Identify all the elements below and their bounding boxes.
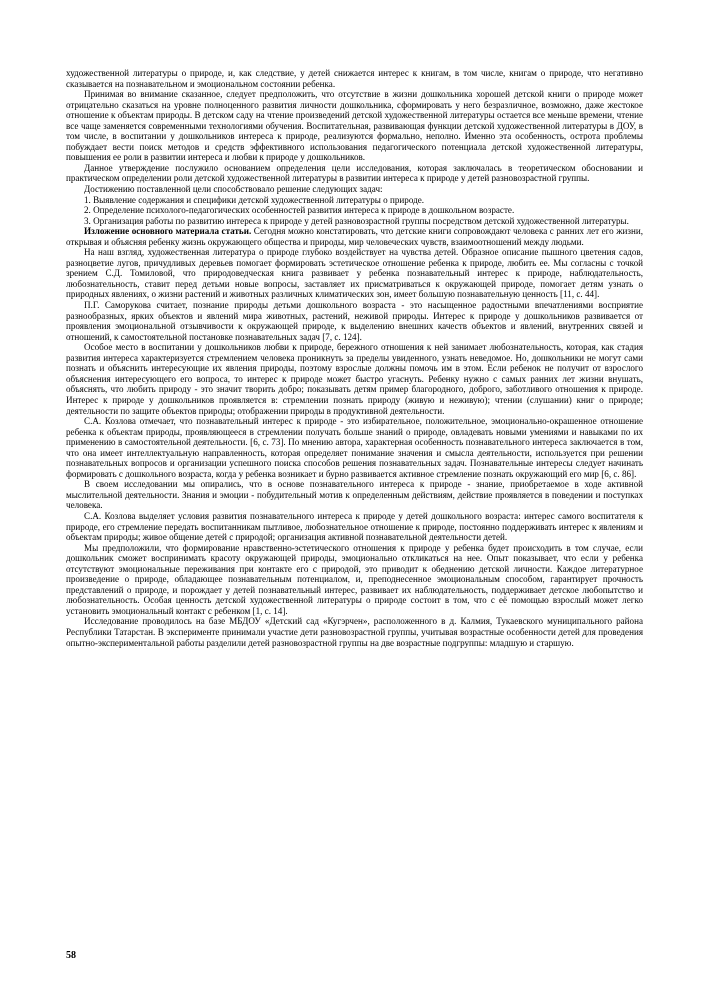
task-item: 3. Организация работы по развитию интереса к природе у детей разновозрастной группы посредством детской художественной литературы. [84, 215, 629, 226]
paragraph: С.А. Козлова выделяет условия развития познавательного интереса к природе у детей дошкольного возраста: интерес самого воспитателя к природе, его стремление передать воспитанникам пытливое, любознательное отношение к природе, постоянно поддерживать интерес к явлениям и объектам природы; живое общение детей с природой; организация активной познавательной деятельности детей. [66, 510, 643, 543]
task-item: 1. Выявление содержания и специфики детской художественной литературы о природе. [84, 194, 425, 205]
article-body [66, 68, 643, 648]
paragraph: Исследование проводилось на базе МБДОУ «Детский сад «Кугэрчен», расположенного в д. Калмия, Тукаевского муниципального района Республики Татарстан. В эксперименте принимали участие дети разновозрастной группы, учитывая возрастные особенности детей для проведения опытно-экспериментальной работы разделили детей разновозрастной группы на две возрастные подгруппы: младшую и старшую. [66, 616, 643, 648]
page-number: 58 [66, 950, 76, 961]
paragraph: П.Г. Саморукова считает, познание природы детьми дошкольного возраста - это насыщенное радостными впечатлениями восприятие разнообразных, ярких объектов и явлений мира животных, растений, неживой природы. Интерес к природе у дошкольников развивается от проявления эмоциональной отзывчивости к окружающей природе, к выделению внешних качеств объектов и явлений, внутренних связей и отношений, к самостоятельной постановке познавательных задач [7, с. 124]. [66, 300, 643, 342]
paragraph: На наш взгляд, художественная литература о природе глубоко воздействует на чувства детей. Образное описание пышного цветения садов, разноцветие лугов, причудливых деревьев помогает формировать эстетическое отношение ребенка к природе, любить ее. Мы согласны с точкой зрением С.Д. Томиловой, что природоведческая книга развивает у ребенка познавательный интерес к природе, наблюдательность, любознательность, ставит перед детьми новые вопросы, заставляет их присматриваться к окружающей природе, помогает детям узнать о природных явлениях, о жизни растений и животных различных климатических зон, имеет большую познавательную ценность [11, с. 44]. [66, 247, 643, 300]
paragraph: С.А. Козлова отмечает, что познавательный интерес к природе - это избирательное, положительное, эмоционально-окрашенное отношение ребенка к объектам природы, проявляющееся в стремлении получать больше знаний о природе, овладевать новыми умениями и навыками по их применению в самостоятельной деятельности. [6, с. 73]. По мнению автора, характерная особенность познавательного интереса заключается в том, что она имеет интеллектуальную направленность, которая определяет понимание значения и смысла деятельности, используется при решении познавательных вопросов и организации успешного поиска способов решения познавательных задач. Познавательные интересы следует начинать формировать с дошкольного возраста, когда у ребенка возникает и бурно развивается активное стремление познать окружающий его мир [6, с. 86]. [66, 416, 643, 479]
paragraph: художественной литературы о природе, и, как следствие, у детей снижается интерес к книгам, в том числе, книгам о природе, что негативно сказывается на познавательном и эмоциональном состоянии ребенка. [66, 68, 643, 89]
task-item: 2. Определение психолого-педагогических особенностей развития интереса к природе в дошкольном возрасте. [84, 205, 515, 216]
paragraph-text: Сегодня можно констатировать, что детские книги сопровождают человека с ранних лет его жизни, открывая и объясняя ребенку жизнь окружающего общества и природы, мир человеческих чувств, взаимоотношений между людьми. [66, 226, 643, 247]
paragraph: Мы предположили, что формирование нравственно-эстетического отношения к природе у ребенка будет происходить в том случае, если дошкольник сможет воспринимать красоту окружающей природы, эмоционально откликаться на нее. Опыт показывает, что если у ребенка отсутствуют эмоциональные переживания при контакте его с природой, это приводит к обеднению детской личности. Каждое литературное произведение о природе, обладающее познавательным потенциалом, и, преподнесенное эмоциональным способом, гарантирует прочность представлений о природе, и порождает у детей познавательный интерес, развивает их наблюдательность, поддерживает детское любопытство и любознательность. Особая ценность детской художественной литературы о природе состоит в том, что с её помощью взрослый может легко установить эмоциональный контакт с ребенком [1, с. 14]. [66, 542, 643, 616]
paragraph: Особое место в воспитании у дошкольников любви к природе, бережного отношения к ней занимает любознательность, которая, как стадия развития интереса характеризуется стремлением человека проникнуть за пределы увиденного, узнать неведомое. Но, дошкольники не могут сами познать и объяснить интересующие их явления природы, поэтому взрослые должны помочь им в этом. Если ребенок не получит от взрослого объяснения интересующего его вопроса, то интерес к природе может быстро угаснуть. Ребенку нужно с самых ранних лет жизни внушать, объяснять, что любить природу - это значит творить добро; показывать детям пример благородного, доброго, заботливого отношения к природе. Интерес к природе у дошкольников проявляется в: стремлении познать природу (живую и неживую); чтении (слушании) книг о природе; деятельности по защите объектов природы; отображении природы в продуктивной деятельности. [66, 342, 643, 416]
paragraph: Принимая во внимание сказанное, следует предположить, что отсутствие в жизни дошкольника хорошей детской книги о природе может отрицательно сказаться на уровне полноценного развития личности дошкольника, сформировать у него безразличное, возможно, даже жестокое отношение к объектам природы. В детском саду на чтение произведений детской художественной литературы остается все меньше времени, чтение все чаще заменяется современными технологиями обучения. Воспитательная, развивающая функции детской художественной литературы в ДОУ, в том числе, в воспитании у дошкольников интереса к природе, реализуются формально, неполно. Именно эта особенность, острота проблемы побуждает вести поиск методов и средств эффективного использования педагогического потенциала детской художественной литературы, повышения ее роли в развитии интереса и любви к природе у дошкольников. [66, 89, 643, 163]
paragraph [66, 226, 643, 247]
paragraph: В своем исследовании мы опирались, что в основе познавательного интереса к природе - знание, приобретаемое в ходе активной мыслительной деятельности. Знания и эмоции - побудительный мотив к определенным действиям, действие проявляется в поведении и поступках человека. [66, 479, 643, 511]
paragraph: Достижению поставленной цели способствовало решение следующих задач: [84, 184, 383, 195]
section-heading: Изложение основного материала статьи. [84, 226, 252, 237]
paragraph: Данное утверждение послужило основанием определения цели исследования, которая заключалась в теоретическом обосновании и практическом определении роли детской художественной литературы в развитии интереса к природе у детей разновозрастной группы. [66, 162, 643, 184]
